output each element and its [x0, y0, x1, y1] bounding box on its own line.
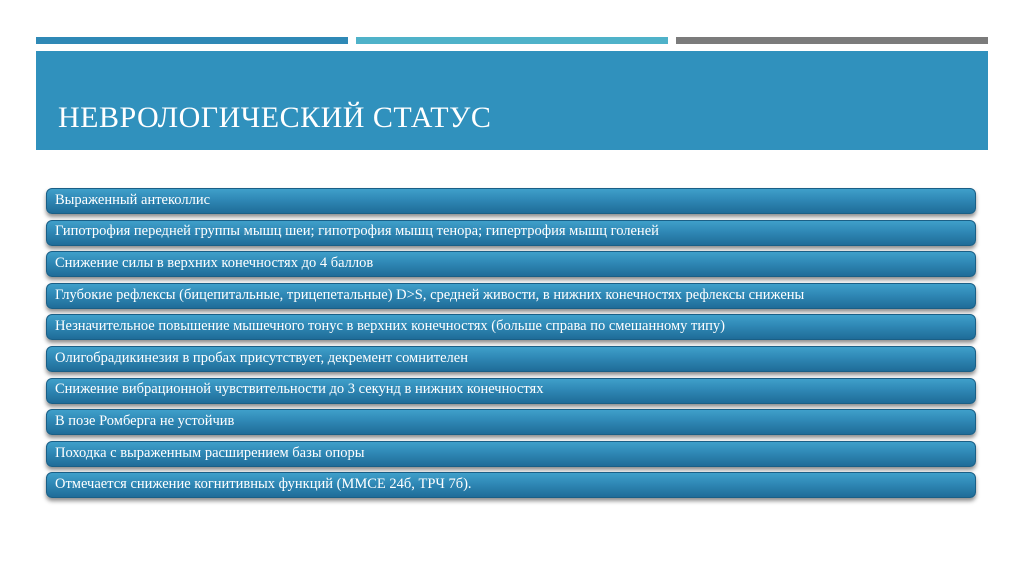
list-item-text: Глубокие рефлексы (бицепитальные, трицепетальные) D>S, средней живости, в нижних конечностях рефлексы снижены	[55, 286, 805, 303]
findings-list	[46, 188, 976, 504]
accent-bar-gray	[676, 37, 988, 44]
list-item	[46, 409, 976, 435]
list-item-text: Походка с выраженным расширением базы опоры	[55, 444, 365, 461]
list-item	[46, 441, 976, 467]
list-item	[46, 314, 976, 340]
slide-title: НЕВРОЛОГИЧЕСКИЙ СТАТУС	[58, 101, 492, 134]
list-item-text: Выраженный антеколлис	[55, 191, 211, 208]
list-item	[46, 220, 976, 246]
list-item-text: Незначительное повышение мышечного тонус в верхних конечностях (больше справа по смешанному типу)	[55, 318, 725, 335]
list-item	[46, 283, 976, 309]
title-band	[36, 51, 988, 150]
list-item	[46, 251, 976, 277]
list-item	[46, 346, 976, 372]
list-item-text: Снижение силы в верхних конечностях до 4 баллов	[55, 254, 374, 271]
list-item	[46, 472, 976, 498]
list-item-text: Олигобрадикинезия в пробах присутствует, декремент сомнителен	[55, 349, 468, 366]
accent-bar-blue	[36, 37, 348, 44]
list-item-text: Снижение вибрационной чувствительности до 3 секунд в нижних конечностях	[55, 381, 544, 398]
list-item	[46, 378, 976, 404]
list-item-text: Гипотрофия передней группы мышц шеи; гипотрофия мышц тенора; гипертрофия мышц голеней	[55, 223, 659, 240]
list-item-text: В позе Ромберга не устойчив	[55, 412, 235, 429]
list-item	[46, 188, 976, 214]
accent-bar-teal	[356, 37, 668, 44]
list-item-text: Отмечается снижение когнитивных функций (ММСЕ 24б, ТРЧ 7б).	[55, 476, 472, 493]
